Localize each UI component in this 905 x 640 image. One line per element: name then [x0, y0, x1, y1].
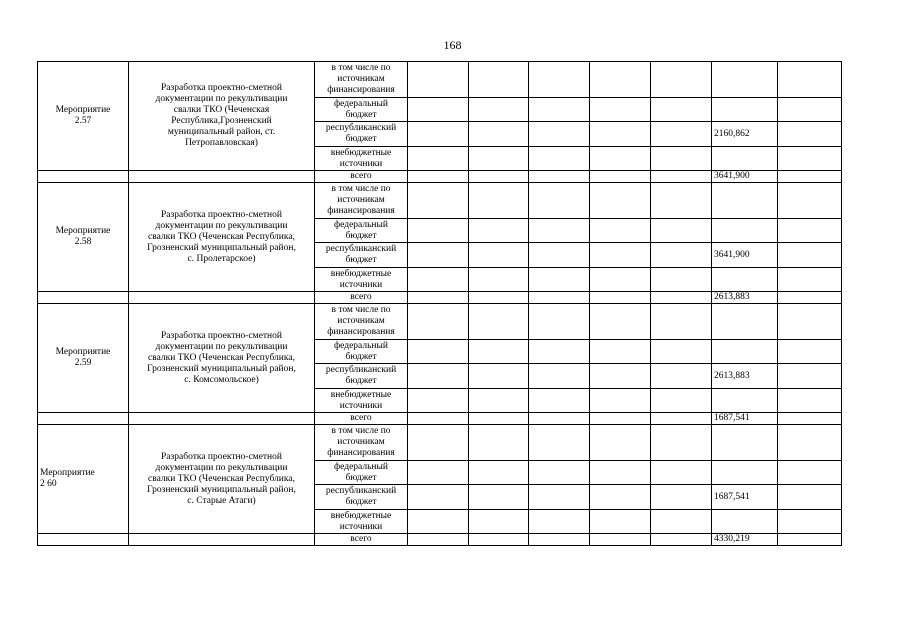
value-republic: 2160,862 — [712, 122, 778, 147]
measure-description-line: с. Комсомольское) — [184, 374, 259, 385]
empty-cell — [469, 364, 529, 389]
source-including-line: финансирования — [327, 327, 395, 337]
source-extra-line: источники — [339, 158, 383, 169]
measure-label-line: Мероприятие — [40, 468, 95, 478]
empty-cell — [408, 122, 469, 147]
group-row — [38, 304, 842, 340]
empty-cell — [651, 485, 712, 510]
source-republic — [315, 122, 408, 147]
measure-description — [129, 62, 315, 171]
empty-cell — [529, 62, 590, 98]
empty-cell — [529, 219, 590, 243]
empty-cell — [529, 534, 590, 546]
empty-cell — [651, 171, 712, 183]
empty-cell — [651, 243, 712, 268]
value-total: 2613,883 — [712, 292, 778, 304]
source-republic-line: бюджет — [345, 497, 377, 507]
empty-cell — [590, 461, 651, 485]
empty-cell — [529, 147, 590, 171]
empty-cell — [408, 62, 469, 98]
measure-description — [129, 183, 315, 292]
value-republic: 2613,883 — [712, 364, 778, 389]
empty-cell — [408, 534, 469, 546]
measure-label — [38, 425, 129, 534]
empty-cell — [408, 340, 469, 364]
source-federal — [315, 340, 408, 364]
group-row — [38, 62, 842, 98]
source-including-line: источникам — [337, 74, 385, 84]
source-republic — [315, 364, 408, 389]
measure-description-line: Грозненский муниципальный район, — [147, 363, 296, 374]
source-total: всего — [315, 534, 408, 546]
empty-cell — [651, 304, 712, 340]
empty-cell — [129, 534, 315, 546]
empty-cell — [651, 425, 712, 461]
empty-cell — [778, 389, 842, 413]
value-including — [712, 183, 778, 219]
source-extra-line: источники — [339, 521, 383, 532]
value-extra — [712, 147, 778, 171]
empty-cell — [408, 461, 469, 485]
empty-cell — [529, 510, 590, 534]
empty-cell — [590, 98, 651, 122]
measure-label-line: 2.58 — [74, 237, 92, 247]
empty-cell — [529, 98, 590, 122]
empty-cell — [651, 534, 712, 546]
empty-cell — [651, 461, 712, 485]
empty-cell — [651, 98, 712, 122]
value-total: 3641,900 — [712, 171, 778, 183]
empty-cell — [469, 147, 529, 171]
measure-label-line: Мероприятие — [55, 105, 111, 115]
source-republic-line: бюджет — [345, 255, 377, 265]
value-extra — [712, 510, 778, 534]
total-row — [38, 413, 842, 425]
empty-cell — [651, 510, 712, 534]
measure-description-line: документации по рекультивации — [155, 341, 288, 352]
empty-cell — [590, 304, 651, 340]
empty-cell — [590, 510, 651, 534]
source-federal-line: федеральный — [334, 461, 388, 472]
source-federal-line: федеральный — [334, 340, 388, 351]
value-federal — [712, 340, 778, 364]
source-including — [315, 304, 408, 340]
measure-description-line: документации по рекультивации — [155, 220, 288, 231]
empty-cell — [778, 183, 842, 219]
source-republic-line: республиканский — [325, 486, 397, 496]
source-extra-line: внебюджетные — [330, 510, 392, 521]
empty-cell — [590, 147, 651, 171]
empty-cell — [529, 413, 590, 425]
source-including-line: финансирования — [327, 206, 395, 216]
measure-label-line: Мероприятие — [55, 347, 111, 357]
value-extra — [712, 268, 778, 292]
measure-description-line: свалки ТКО (Чеченская — [173, 105, 270, 115]
empty-cell — [590, 122, 651, 147]
source-republic — [315, 485, 408, 510]
empty-cell — [590, 413, 651, 425]
source-total: всего — [315, 413, 408, 425]
empty-cell — [778, 364, 842, 389]
empty-cell — [469, 340, 529, 364]
source-republic-line: республиканский — [325, 123, 397, 133]
empty-cell — [778, 98, 842, 122]
empty-cell — [529, 122, 590, 147]
empty-cell — [778, 413, 842, 425]
group-row — [38, 183, 842, 219]
value-total: 4330,219 — [712, 534, 778, 546]
empty-cell — [38, 413, 129, 425]
empty-cell — [38, 171, 129, 183]
empty-cell — [651, 413, 712, 425]
source-federal-line: бюджет — [345, 351, 377, 362]
empty-cell — [651, 389, 712, 413]
empty-cell — [590, 340, 651, 364]
empty-cell — [129, 171, 315, 183]
source-total: всего — [315, 292, 408, 304]
empty-cell — [778, 147, 842, 171]
empty-cell — [778, 485, 842, 510]
measure-label-line: Мероприятие — [55, 226, 111, 236]
empty-cell — [778, 461, 842, 485]
empty-cell — [529, 461, 590, 485]
measure-description-line: Грозненский муниципальный район, — [147, 484, 296, 495]
empty-cell — [408, 98, 469, 122]
measure-label — [38, 304, 129, 413]
empty-cell — [651, 219, 712, 243]
empty-cell — [778, 243, 842, 268]
value-federal — [712, 98, 778, 122]
source-including — [315, 62, 408, 98]
measure-description-line: Грозненский муниципальный район, — [147, 242, 296, 253]
measure-label — [38, 62, 129, 171]
empty-cell — [469, 534, 529, 546]
empty-cell — [408, 171, 469, 183]
empty-cell — [529, 485, 590, 510]
source-including-line: в том числе по — [331, 305, 391, 315]
empty-cell — [408, 268, 469, 292]
source-extra-line: внебюджетные — [330, 389, 392, 400]
measure-label — [38, 183, 129, 292]
empty-cell — [590, 219, 651, 243]
value-republic: 3641,900 — [712, 243, 778, 268]
measure-description — [129, 425, 315, 534]
group-row — [38, 425, 842, 461]
source-including — [315, 183, 408, 219]
empty-cell — [590, 364, 651, 389]
empty-cell — [778, 510, 842, 534]
empty-cell — [408, 243, 469, 268]
source-extra — [315, 389, 408, 413]
value-extra — [712, 389, 778, 413]
empty-cell — [778, 219, 842, 243]
empty-cell — [469, 461, 529, 485]
source-extra — [315, 147, 408, 171]
value-federal — [712, 219, 778, 243]
empty-cell — [529, 171, 590, 183]
source-extra-line: источники — [339, 279, 383, 290]
source-total: всего — [315, 171, 408, 183]
source-including-line: источникам — [337, 316, 385, 326]
empty-cell — [469, 425, 529, 461]
measure-description-line: документации по рекультивации — [155, 94, 288, 104]
source-extra-line: внебюджетные — [330, 147, 392, 158]
empty-cell — [469, 304, 529, 340]
measure-description-line: документации по рекультивации — [155, 462, 288, 473]
empty-cell — [651, 340, 712, 364]
empty-cell — [469, 268, 529, 292]
value-including — [712, 62, 778, 98]
empty-cell — [590, 534, 651, 546]
empty-cell — [778, 62, 842, 98]
empty-cell — [778, 122, 842, 147]
empty-cell — [651, 292, 712, 304]
empty-cell — [529, 389, 590, 413]
empty-cell — [408, 147, 469, 171]
total-row — [38, 171, 842, 183]
source-republic-line: республиканский — [325, 244, 397, 254]
empty-cell — [469, 122, 529, 147]
source-including-line: источникам — [337, 437, 385, 447]
source-including-line: в том числе по — [331, 184, 391, 194]
source-extra-line: источники — [339, 400, 383, 411]
source-including-line: в том числе по — [331, 426, 391, 436]
empty-cell — [778, 171, 842, 183]
empty-cell — [529, 292, 590, 304]
empty-cell — [469, 183, 529, 219]
measure-description-line: Разработка проектно-сметной — [161, 83, 282, 93]
source-including-line: в том числе по — [331, 63, 391, 73]
empty-cell — [590, 171, 651, 183]
total-row — [38, 292, 842, 304]
empty-cell — [408, 183, 469, 219]
measure-label-line: 2.57 — [74, 116, 92, 126]
empty-cell — [408, 389, 469, 413]
budget-table — [37, 61, 842, 546]
empty-cell — [651, 62, 712, 98]
empty-cell — [590, 389, 651, 413]
value-including — [712, 304, 778, 340]
source-federal — [315, 219, 408, 243]
empty-cell — [469, 389, 529, 413]
value-federal — [712, 461, 778, 485]
source-including-line: финансирования — [327, 85, 395, 95]
empty-cell — [408, 292, 469, 304]
empty-cell — [529, 183, 590, 219]
empty-cell — [651, 122, 712, 147]
total-row — [38, 534, 842, 546]
source-federal-line: федеральный — [334, 98, 388, 109]
empty-cell — [469, 219, 529, 243]
empty-cell — [778, 304, 842, 340]
empty-cell — [469, 292, 529, 304]
source-including — [315, 425, 408, 461]
empty-cell — [590, 183, 651, 219]
empty-cell — [651, 364, 712, 389]
value-republic: 1687,541 — [712, 485, 778, 510]
measure-description-line: свалки ТКО (Чеченская Республика, — [148, 231, 295, 242]
empty-cell — [590, 292, 651, 304]
measure-description-line: Разработка проектно-сметной — [161, 209, 282, 220]
empty-cell — [529, 268, 590, 292]
source-federal-line: бюджет — [345, 472, 377, 483]
empty-cell — [469, 510, 529, 534]
measure-description-line: с. Пролетарское) — [187, 253, 256, 264]
measure-description-line: с. Старые Атаги) — [187, 495, 256, 506]
empty-cell — [469, 485, 529, 510]
empty-cell — [590, 243, 651, 268]
empty-cell — [590, 62, 651, 98]
source-republic-line: бюджет — [345, 376, 377, 386]
empty-cell — [590, 268, 651, 292]
source-republic-line: республиканский — [325, 365, 397, 375]
empty-cell — [469, 413, 529, 425]
empty-cell — [529, 425, 590, 461]
measure-description-line: свалки ТКО (Чеченская Республика, — [148, 473, 295, 484]
measure-description-line: Петропавловская) — [185, 138, 258, 148]
source-extra — [315, 510, 408, 534]
empty-cell — [651, 183, 712, 219]
value-including — [712, 425, 778, 461]
measure-description-line: Республика,Грозненский — [171, 116, 272, 126]
measure-label-line: 2 60 — [40, 479, 57, 489]
value-total: 1687,541 — [712, 413, 778, 425]
empty-cell — [38, 292, 129, 304]
empty-cell — [129, 292, 315, 304]
empty-cell — [129, 413, 315, 425]
empty-cell — [529, 364, 590, 389]
empty-cell — [529, 304, 590, 340]
empty-cell — [408, 304, 469, 340]
page-number: 168 — [443, 38, 462, 52]
measure-description-line: Разработка проектно-сметной — [161, 330, 282, 341]
source-federal — [315, 98, 408, 122]
source-federal-line: бюджет — [345, 230, 377, 241]
empty-cell — [778, 534, 842, 546]
source-including-line: источникам — [337, 195, 385, 205]
source-federal-line: бюджет — [345, 109, 377, 120]
source-republic — [315, 243, 408, 268]
measure-description — [129, 304, 315, 413]
source-including-line: финансирования — [327, 448, 395, 458]
empty-cell — [590, 425, 651, 461]
empty-cell — [408, 364, 469, 389]
empty-cell — [778, 425, 842, 461]
empty-cell — [778, 268, 842, 292]
empty-cell — [408, 485, 469, 510]
measure-description-line: Разработка проектно-сметной — [161, 451, 282, 462]
empty-cell — [529, 243, 590, 268]
source-federal-line: федеральный — [334, 219, 388, 230]
empty-cell — [778, 292, 842, 304]
empty-cell — [38, 534, 129, 546]
source-republic-line: бюджет — [345, 134, 377, 144]
empty-cell — [408, 413, 469, 425]
measure-description-line: муниципальный район, ст. — [167, 127, 276, 137]
measure-description-line: свалки ТКО (Чеченская Республика, — [148, 352, 295, 363]
empty-cell — [408, 510, 469, 534]
empty-cell — [590, 485, 651, 510]
empty-cell — [778, 340, 842, 364]
empty-cell — [469, 62, 529, 98]
empty-cell — [469, 243, 529, 268]
empty-cell — [651, 147, 712, 171]
empty-cell — [408, 425, 469, 461]
empty-cell — [408, 219, 469, 243]
measure-label-line: 2.59 — [74, 358, 92, 368]
empty-cell — [469, 98, 529, 122]
empty-cell — [469, 171, 529, 183]
source-federal — [315, 461, 408, 485]
empty-cell — [529, 340, 590, 364]
source-extra-line: внебюджетные — [330, 268, 392, 279]
source-extra — [315, 268, 408, 292]
empty-cell — [651, 268, 712, 292]
